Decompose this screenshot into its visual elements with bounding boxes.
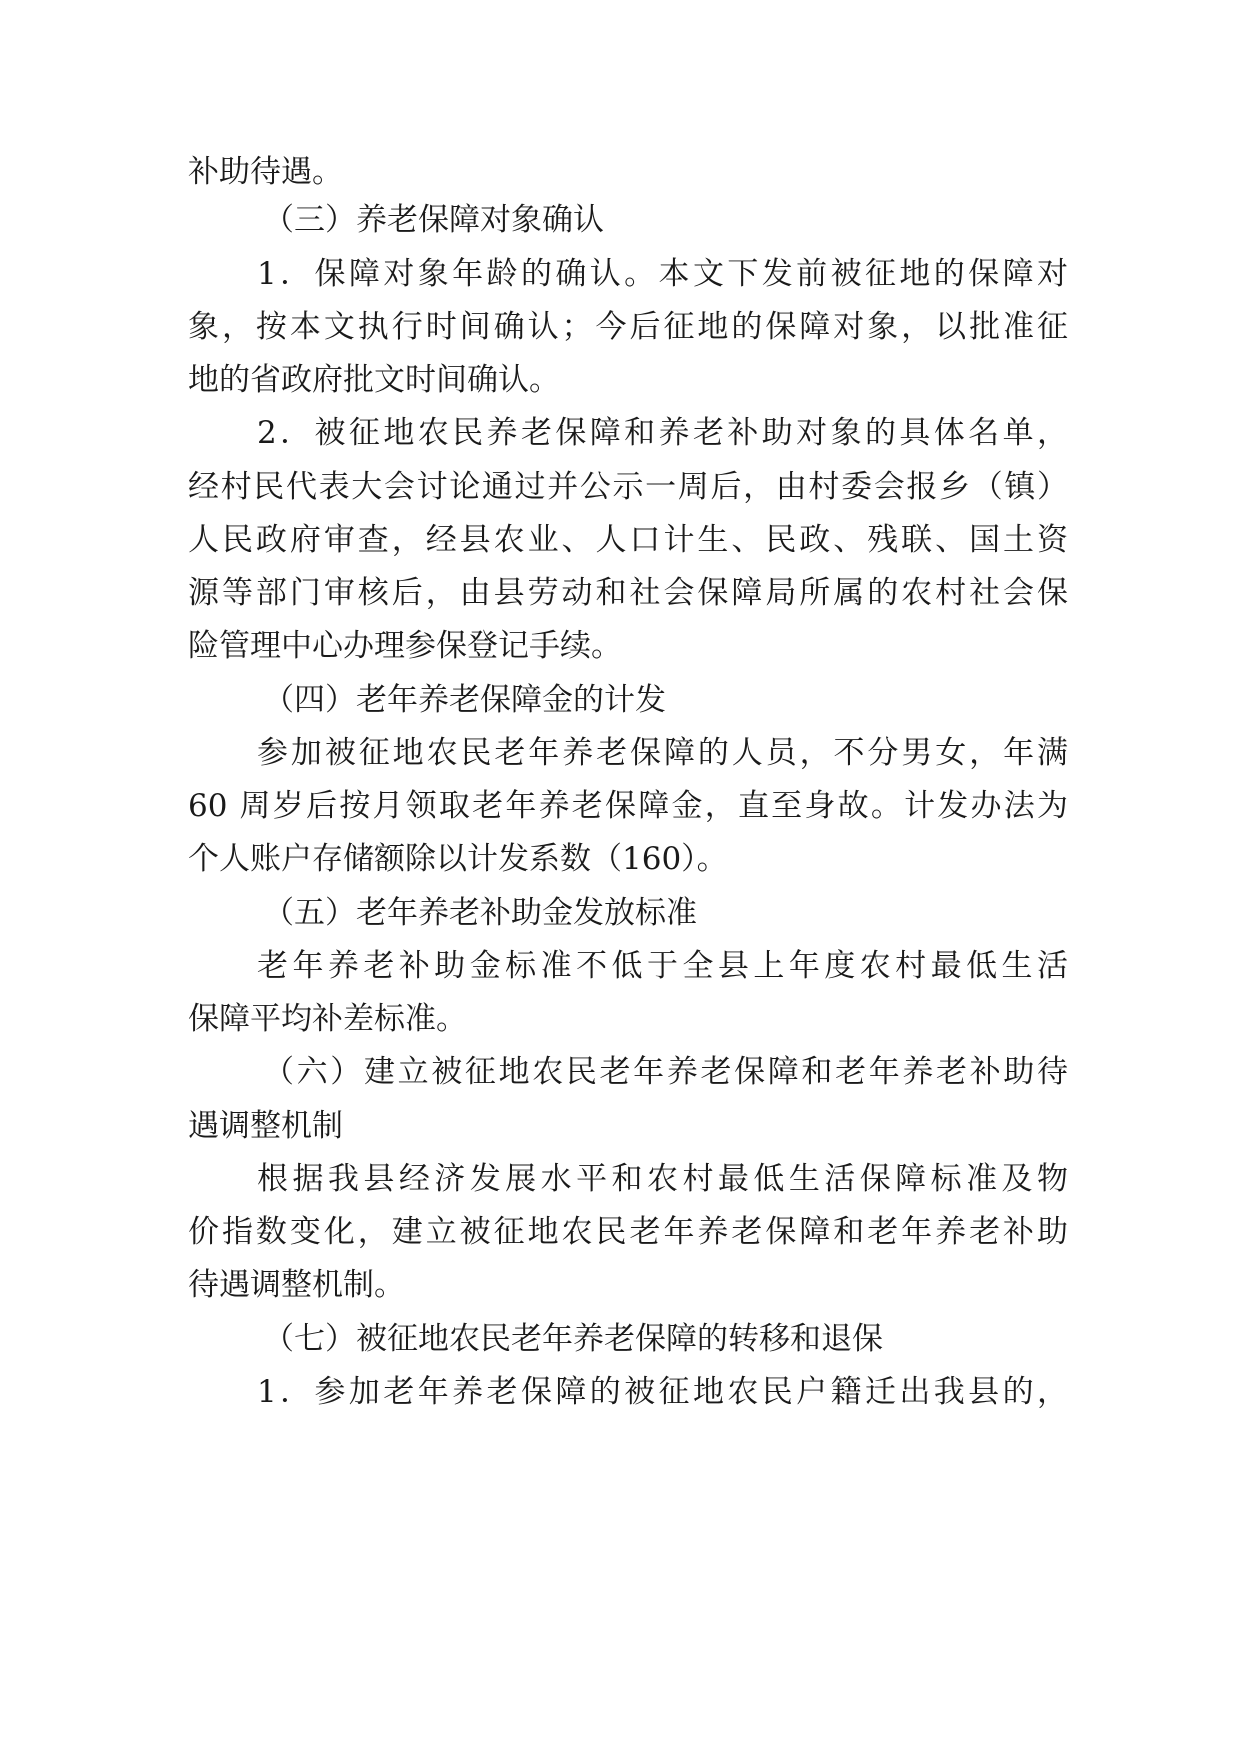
section-heading-4: （四）老年养老保障金的计发 bbox=[263, 682, 666, 718]
paragraph-line: 1．参加老年养老保障的被征地农民户籍迁出我县的， bbox=[257, 1374, 1068, 1410]
paragraph-line: 险管理中心办理参保登记手续。 bbox=[188, 628, 622, 664]
paragraph-line: 60 周岁后按月领取老年养老保障金，直至身故。计发办法为 bbox=[188, 788, 1068, 824]
section-heading-6-continued: 遇调整机制 bbox=[188, 1108, 343, 1144]
section-heading-5: （五）老年养老补助金发放标准 bbox=[263, 895, 697, 931]
paragraph-line: 1．保障对象年龄的确认。本文下发前被征地的保障对 bbox=[257, 256, 1068, 292]
paragraph-line: 人民政府审查，经县农业、人口计生、民政、残联、国土资 bbox=[188, 522, 1068, 558]
paragraph-line: 个人账户存储额除以计发系数（160）。 bbox=[188, 841, 728, 877]
paragraph-line: 根据我县经济发展水平和农村最低生活保障标准及物 bbox=[257, 1161, 1068, 1197]
paragraph-line: 待遇调整机制。 bbox=[188, 1267, 405, 1303]
section-heading-3: （三）养老保障对象确认 bbox=[263, 202, 604, 238]
paragraph-line: 价指数变化，建立被征地农民老年养老保障和老年养老补助 bbox=[188, 1214, 1068, 1250]
section-heading-7: （七）被征地农民老年养老保障的转移和退保 bbox=[263, 1321, 883, 1357]
paragraph-line: 象，按本文执行时间确认；今后征地的保障对象，以批准征 bbox=[188, 309, 1068, 345]
paragraph-line: 保障平均补差标准。 bbox=[188, 1001, 467, 1037]
paragraph-line: 参加被征地农民老年养老保障的人员，不分男女，年满 bbox=[257, 735, 1068, 771]
paragraph-line: 经村民代表大会讨论通过并公示一周后，由村委会报乡（镇） bbox=[188, 469, 1068, 505]
paragraph-line: 老年养老补助金标准不低于全县上年度农村最低生活 bbox=[257, 948, 1068, 984]
section-heading-6: （六）建立被征地农民老年养老保障和老年养老补助待 bbox=[263, 1054, 1068, 1090]
paragraph-line: 地的省政府批文时间确认。 bbox=[188, 362, 560, 398]
paragraph-line: 源等部门审核后，由县劳动和社会保障局所属的农村社会保 bbox=[188, 575, 1068, 611]
paragraph-line: 补助待遇。 bbox=[188, 154, 343, 190]
paragraph-line: 2．被征地农民养老保障和养老补助对象的具体名单， bbox=[257, 415, 1068, 451]
